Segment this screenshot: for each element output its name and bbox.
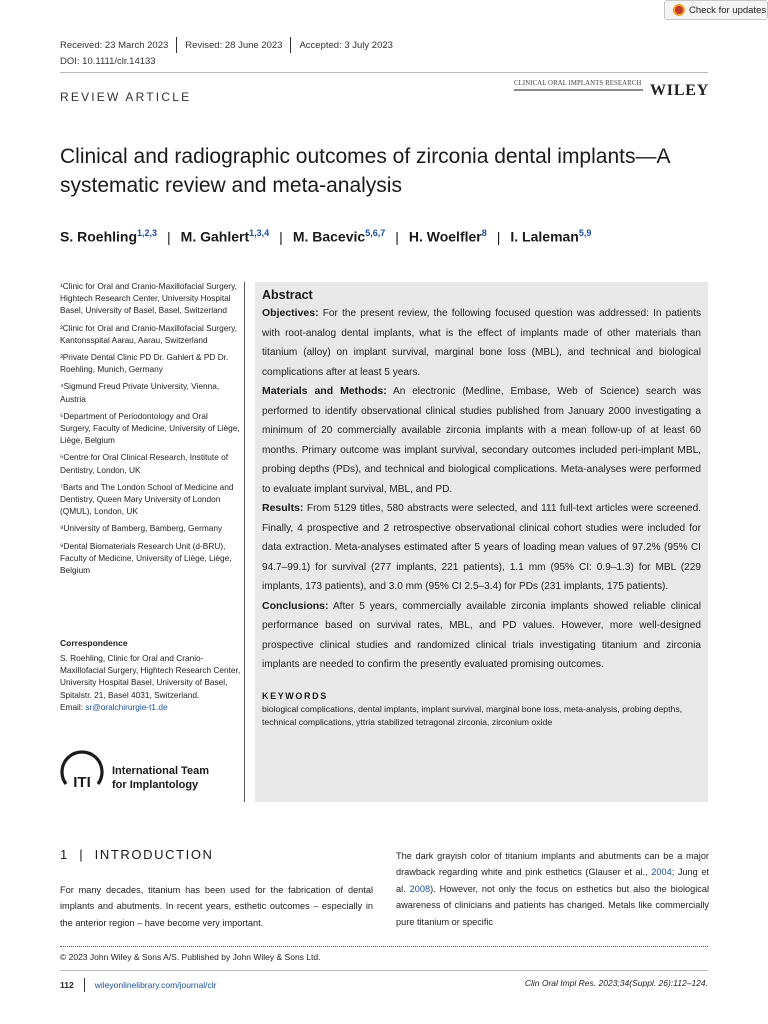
affiliation: ⁵Department of Periodontology and Oral Surgery, Faculty of Medicine, University of Liège, Liège, Belgium	[60, 410, 240, 446]
keywords-heading: KEYWORDS	[262, 690, 328, 701]
abstract-objectives: Objectives: For the present review, the following focused question was addressed: In patients with root-analog dental implants, what is the effect of implants made of other materials than titanium (alloy) on implant survival, marginal bone loss (MBL), and technical and biological complications after at least 5 years.	[262, 307, 701, 378]
page-number: 112	[60, 980, 74, 990]
abstract-methods: Materials and Methods: An electronic (Medline, Embase, Web of Science) search was performed to identify observational clinical studies published from January 2000 investigating a minimum of 20 commercially available zirconia implants with a mean follow-up of at least 60 months. Primary outcome was implant survival, secondary outcomes included peri-implant MBL, probing depths (PDs), and technical and biological complications. Meta-analyses were performed to evaluate implant survival, MBL, and PD.	[262, 385, 701, 495]
citation-link[interactable]: 2008	[409, 883, 431, 894]
check-for-updates-label: Check for updates	[689, 4, 767, 16]
keywords: biological complications, dental implants, implant survival, marginal bone loss, meta-analysis, probing depths, technical complications, yttria stabilized tetragonal zirconia, zirconium oxide	[262, 703, 683, 727]
revised-date: Revised: 28 June 2023	[185, 39, 283, 51]
update-icon	[673, 4, 685, 16]
copyright: © 2023 John Wiley & Sons A/S. Published by John Wiley & Sons Ltd.	[60, 952, 321, 962]
check-for-updates-button[interactable]	[664, 0, 768, 20]
citation: Clin Oral Impl Res. 2023;34(Suppl. 26):112–124.	[524, 978, 708, 988]
affiliation: ⁸University of Bamberg, Bamberg, Germany	[60, 523, 223, 534]
article-type: REVIEW ARTICLE	[60, 90, 192, 104]
author-list: S. Roehling$^{1,2,3}$ | M. Gahlert$^{1,3,4}$ | M. Bacevic$^{5,6,7}$ | H. Woelfler$^8$ | I. Laleman$^{5,9}$	[60, 228, 592, 245]
affiliation: ⁶Centre for Oral Clinical Research, Institute of Dentistry, London, UK	[60, 452, 229, 475]
accepted-date: Accepted: 3 July 2023	[299, 39, 393, 51]
iti-logo-icon	[58, 750, 106, 798]
journal-url-link[interactable]: wileyonlinelibrary.com/journal/clr	[94, 980, 217, 990]
correspondence: S. Roehling, Clinic for Oral and Cranio-Maxillofacial Surgery, Hightech Research Center, University Hospital Basel, University of Basel, Spitalstr. 21, Basel 4031, Switzerland. Email: sr@oralchirurgie-t1.de	[60, 653, 241, 712]
affiliation: ⁹Dental Biomaterials Research Unit (d-BRU), Faculty of Medicine, University of Liège, Liège, Belgium	[60, 540, 232, 576]
header-divider	[60, 72, 708, 73]
affiliation: ²Clinic for Oral and Cranio-Maxillofacial Surgery, Kantonsspital Aarau, Aarau, Switzerland	[60, 322, 237, 345]
abstract-heading: Abstract	[262, 288, 313, 302]
affiliations	[60, 280, 240, 581]
author[interactable]: M. Gahlert$^{1,3,4}$	[180, 228, 270, 245]
affiliation: ⁷Barts and The London School of Medicine and Dentistry, Queen Mary University of London (QMUL), London, UK	[60, 481, 234, 517]
correspondence-heading: Correspondence	[60, 638, 128, 648]
footnote-divider	[60, 946, 708, 947]
svg-text:ITI: ITI	[73, 774, 91, 791]
journal-logo-bar	[514, 89, 643, 91]
author[interactable]: S. Roehling$^{1,2,3}$	[60, 228, 158, 245]
intro-paragraph-right: The dark grayish color of titanium implants and abutments can be a major drawback regarding white and pink esthetics (Glauser et al., 2004; Jung et al. 2008). However, not only the focus on esthetics but also the biological awareness of clinicians and patients has changed. Metals like commercially pure titanium or specific	[396, 851, 709, 927]
publication-dates	[60, 38, 393, 52]
footer-divider	[60, 970, 708, 971]
abstract-results: Results: From 5129 titles, 580 abstracts were selected, and 111 full-text articles were screened. Finally, 4 prospective and 2 retrospective observational clinical cohort studies were included for data extraction. Meta-analyses estimated after 5 years of loading mean values of 97.2% (95% CI 94.7–99.1) for survival (277 implants, 221 patients), 1.1 mm (95% CI: 0.9–1.3) for MBL (229 implants, 173 patients), and 3.0 mm (95% CI 2.5–3.4) for PDs (231 implants, 175 patients).	[262, 502, 701, 592]
abstract-conclusions: Conclusions: After 5 years, commercially available zirconia implants showed reliable clinical performance based on survival rates, MBL, and PD values. However, more well-designed prospective clinical studies and randomized clinical trials investigating titanium and zirconia implants are needed to confirm the presently evaluated promising outcomes.	[262, 599, 701, 670]
section-heading: 1 | INTRODUCTION	[60, 847, 214, 862]
doi: DOI: 10.1111/clr.14133	[60, 56, 156, 67]
journal-logo: CLINICAL ORAL IMPLANTS RESEARCH	[514, 80, 642, 87]
abstract-box	[255, 282, 708, 802]
author[interactable]: H. Woelfler$^8$	[408, 228, 487, 245]
email-link[interactable]: sr@oralchirurgie-t1.de	[85, 701, 168, 712]
iti-name: International Team for Implantology	[112, 765, 209, 791]
received-date: Received: 23 March 2023	[60, 39, 169, 51]
article-title: Clinical and radiographic outcomes of zirconia dental implants—A systematic review and meta-analysis	[60, 145, 670, 197]
author[interactable]: I. Laleman$^{5,9}$	[510, 228, 592, 245]
citation-link[interactable]: 2004	[651, 867, 672, 878]
affiliation: ⁴Sigmund Freud Private University, Vienna, Austria	[60, 381, 220, 404]
publisher-logo: WILEY	[650, 82, 710, 99]
intro-paragraph-left: For many decades, titanium has been used for the fabrication of dental implants and abutments. In recent years, esthetic outcomes – especially in the anterior region – have become very important.	[60, 885, 373, 928]
footer	[60, 978, 216, 992]
author[interactable]: M. Bacevic$^{5,6,7}$	[292, 228, 386, 245]
affiliation: ³Private Dental Clinic PD Dr. Gahlert & PD Dr. Roehling, Munich, Germany	[60, 352, 229, 375]
column-divider	[244, 282, 245, 802]
affiliation: ¹Clinic for Oral and Cranio-Maxillofacial Surgery, Hightech Research Center, University Hospital Basel, University of Basel, Basel, Switzerland	[60, 281, 237, 316]
